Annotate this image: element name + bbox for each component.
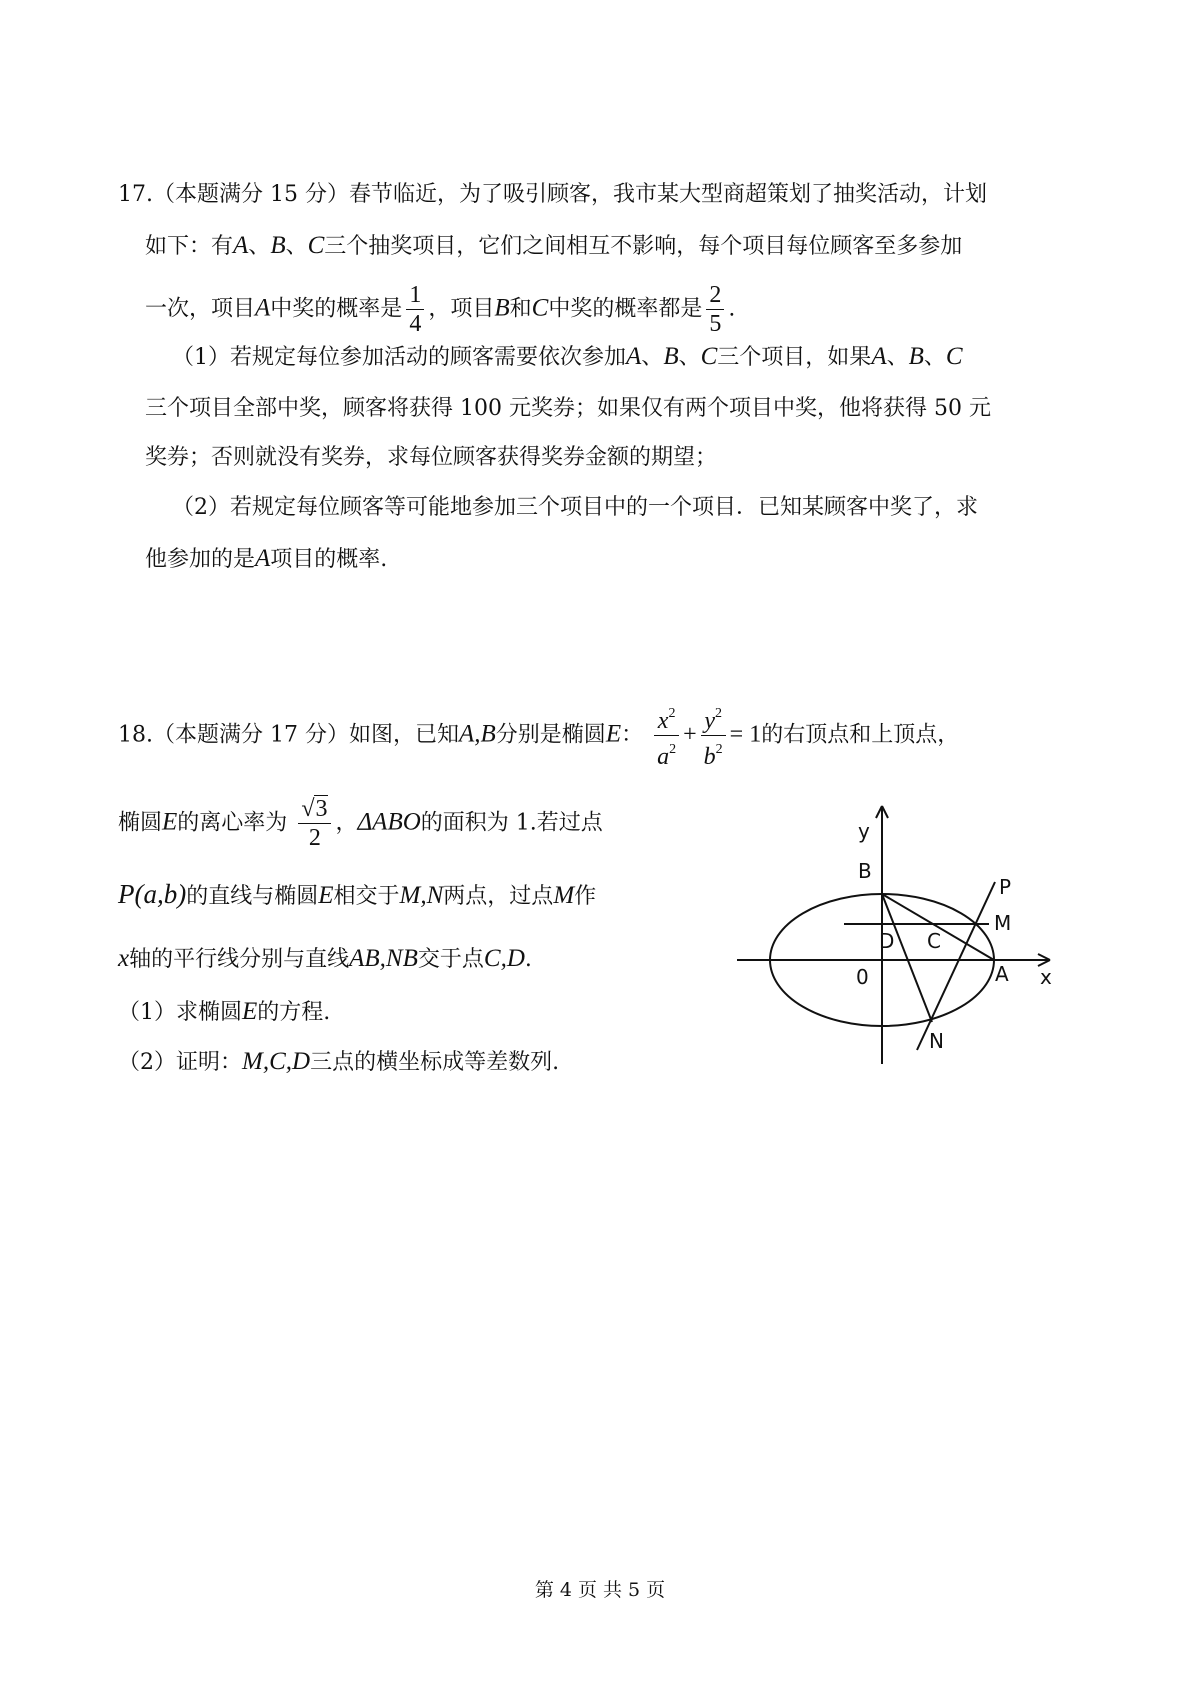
q17-text: 春节临近，为了吸引顾客，我市某大型商超策划了抽奖活动，计划 (348, 182, 987, 207)
var-E: E (242, 998, 258, 1025)
period: . (728, 296, 736, 322)
exponent: 2 (715, 742, 723, 757)
numerator: 1 (406, 281, 424, 310)
text: 轴的平行线分别与直线 (129, 947, 350, 972)
text: 相交于 (333, 884, 400, 909)
text: 椭圆 (118, 810, 163, 836)
text: 和 (509, 296, 532, 322)
line-PN (917, 882, 995, 1050)
var-b: b (703, 744, 716, 770)
var-C: C (700, 343, 718, 370)
var-B: B (270, 232, 286, 259)
text: 两点，过点 (443, 884, 554, 909)
label-B: B (858, 859, 872, 883)
text: 一次，项目 (145, 296, 256, 322)
text: 求椭圆 (176, 1000, 243, 1025)
text: 的离心率为 (177, 810, 288, 836)
sep: 、 (285, 234, 308, 259)
sep: 、 (641, 345, 664, 370)
var-AB: A,B (459, 720, 496, 748)
var-A: A (626, 343, 642, 370)
sep: 、 (678, 345, 701, 370)
part-label: （1） (118, 1000, 176, 1025)
text: 三点的横坐标成等差数列. (310, 1050, 560, 1075)
text: 的面积为 1.若过点 (420, 810, 603, 836)
text: 证明： (176, 1050, 243, 1075)
text: 三个项目全部中奖，顾客将获得 100 元奖券；如果仅有两个项目中奖，他将获得 50 元 (145, 396, 991, 421)
text: 三个抽奖项目，它们之间相互不影响，每个项目每位顾客至多参加 (324, 234, 963, 259)
var-y: y (704, 708, 715, 734)
text: 如下：有 (145, 234, 234, 259)
var-E: E (605, 720, 622, 748)
var-E: E (318, 882, 334, 909)
var-B: B (908, 343, 924, 370)
point-M: M (553, 882, 575, 909)
denominator: 4 (409, 311, 422, 337)
numerator: 2 (706, 281, 724, 310)
q18-number: 18. (118, 722, 153, 748)
text: 分别是椭圆 (495, 722, 606, 748)
var-C: C (307, 232, 325, 259)
denominator: 5 (709, 311, 722, 337)
q17-score: （本题满分 15 分） (153, 182, 349, 207)
points-MN: M,N (399, 882, 444, 909)
text: 项目的概率. (270, 547, 388, 572)
triangle-ABO: ΔABO (357, 808, 421, 836)
sqrt: √3 (301, 796, 328, 822)
var-a: a (657, 744, 670, 770)
text: 作 (574, 884, 597, 909)
text: 中奖的概率都是 (548, 296, 703, 322)
text: 的右顶点和上顶点， (761, 722, 960, 748)
exponent: 2 (669, 742, 677, 757)
sep: 、 (923, 345, 946, 370)
var-C: C (531, 294, 549, 322)
text: ，项目 (428, 296, 495, 322)
colon: ： (621, 722, 644, 748)
var-C: C (945, 343, 963, 370)
q18-score: （本题满分 17 分） (153, 722, 349, 748)
line-NB (882, 894, 932, 1022)
denominator: 2 (308, 825, 321, 851)
text: 的方程. (257, 1000, 331, 1025)
exponent: 2 (668, 706, 676, 721)
label-N: N (929, 1029, 944, 1053)
radicand: 3 (315, 796, 328, 822)
var-x: x (118, 945, 130, 972)
text: 如图，已知 (348, 722, 459, 748)
var-E: E (162, 808, 178, 836)
text: 交于点 (417, 947, 484, 972)
text: 奖券；否则就没有奖券，求每位顾客获得奖券金额的期望； (145, 445, 718, 470)
plus-sign: + (683, 721, 697, 748)
period: . (524, 947, 532, 972)
q17-number: 17. (118, 182, 153, 207)
var-A: A (255, 545, 271, 572)
page-footer: 第 4 页 共 5 页 (534, 1579, 666, 1601)
text: 三个项目，如果 (717, 345, 872, 370)
part-label: （2） (172, 495, 230, 520)
part-label: （1） (172, 345, 230, 370)
text: 中奖的概率是 (270, 296, 403, 322)
points-MCD: M,C,D (242, 1048, 311, 1075)
lines-AB-NB: AB,NB (349, 945, 418, 972)
label-y: y (858, 819, 870, 843)
var-B: B (494, 294, 510, 322)
var-B: B (663, 343, 679, 370)
var-A: A (255, 294, 271, 322)
label-x: x (1040, 965, 1052, 989)
label-C: C (927, 929, 941, 953)
label-M: M (994, 911, 1012, 935)
equals-one: = 1 (729, 721, 762, 748)
var-x: x (657, 708, 669, 734)
text: 他参加的是 (145, 547, 256, 572)
label-D: D (879, 929, 895, 953)
text: 若规定每位顾客等可能地参加三个项目中的一个项目．已知某顾客中奖了，求 (230, 495, 979, 520)
label-O: 0 (856, 965, 869, 989)
sep: 、 (248, 234, 271, 259)
text: 若规定每位参加活动的顾客需要依次参加 (230, 345, 627, 370)
point-P: P(a,b) (118, 879, 187, 909)
comma: ， (335, 810, 358, 836)
label-P: P (999, 875, 1012, 899)
var-A: A (871, 343, 887, 370)
part-label: （2） (118, 1050, 176, 1075)
text: 的直线与椭圆 (186, 884, 319, 909)
label-A: A (995, 962, 1009, 986)
var-A: A (233, 232, 249, 259)
exponent: 2 (714, 706, 722, 721)
sep: 、 (886, 345, 909, 370)
points-CD: C,D (483, 945, 525, 972)
